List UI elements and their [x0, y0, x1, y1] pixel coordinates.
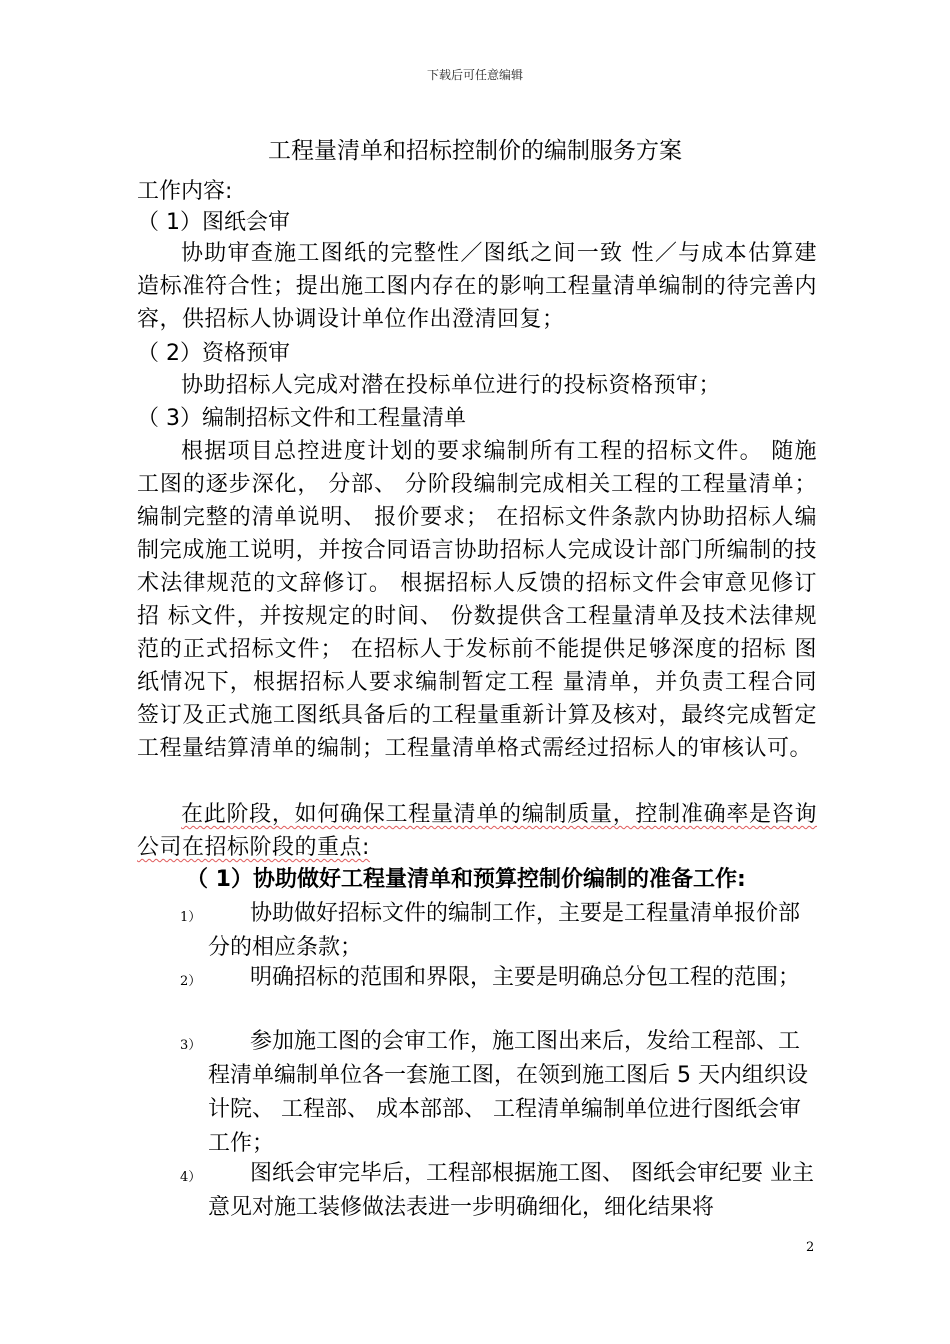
page-number: 2 [806, 1240, 815, 1255]
document-title: 工程量清单和招标控制价的编制服务方案 [268, 138, 682, 164]
header-note: 下载后可任意编辑 [426, 68, 523, 82]
sub-heading: （ 1）协助做好工程量清单和预算控制价编制的准备工作: [186, 867, 746, 892]
section-3-text: 根据项目总控进度计划的要求编制所有工程的招标文件。 随施工图的逐步深化， 分部、 分阶段编制完成相关工程的工程量清单； 编制完整的清单说明、 报价要求； 在招标文件条款内协助招标人编制完成施工说明，并按合同语言协助招标人完成设计部门所编制的技术法律规范的文辞修订。 根据招标人反馈的招标文件会审意见修订招 标文件，并按规定的时间、 份数提供含工程量清单及技术法律规范的正式招标文件； 在招标人于发标前不能提供足够深度的招标 图纸情况下，根据招标人要求编制暂定工程 量清单，并负责工程合同签订及正式施工图纸具备后的工程量重新计算及核对，最终完成暂定工程量结算清单的编制；工程量清单格式需经过招标人的审核认可。 [137, 439, 817, 761]
item-3-number: 3） [180, 1038, 202, 1053]
item-4-text [208, 1157, 820, 1225]
item-4-number: 4） [180, 1170, 202, 1185]
section-3-heading: （ 3）编制招标文件和工程量清单 [137, 406, 466, 431]
item-4-content: 图纸会审完毕后，工程部根据施工图、 图纸会审纪要 业主意见对施工装修做法表进一步明确细化，细化结果将 [208, 1161, 814, 1220]
work-content-label: 工作内容: [137, 179, 233, 204]
item-2-text [208, 961, 820, 995]
item-1-content: 协助做好招标文件的编制工作，主要是工程量清单报价部分的相应条款； [208, 901, 801, 960]
item-3-text [208, 1025, 820, 1161]
stage-text-content: 在此阶段，如何确保工程量清单的编制质量，控制准确率是咨询公司在招标阶段的重点: [137, 802, 817, 860]
item-1-number: 1） [180, 910, 202, 925]
item-1-text [208, 897, 820, 965]
section-2-text: 协助招标人完成对潜在投标单位进行的投标资格预审； [181, 373, 722, 398]
stage-text [137, 798, 817, 864]
section-2-heading: （ 2）资格预审 [137, 341, 290, 366]
section-1-text: 协助审查施工图纸的完整性／图纸之间一致 性／与成本估算建造标准符合性；提出施工图内存在的影响工程量清单编制的待完善内容，供招标人协调设计单位作出澄清回复； [137, 241, 817, 332]
section-1-heading: （ 1）图纸会审 [137, 210, 290, 235]
item-2-content: 明确招标的范围和界限，主要是明确总分包工程的范围； [250, 965, 801, 990]
item-3-content: 参加施工图的会审工作，施工图出来后，发给工程部、工程清单编制单位各一套施工图，在领到施工图后 5 天内组织设计院、 工程部、 成本部部、 工程清单编制单位进行图纸会审工作； [208, 1029, 808, 1156]
item-2-number: 2） [180, 974, 202, 989]
